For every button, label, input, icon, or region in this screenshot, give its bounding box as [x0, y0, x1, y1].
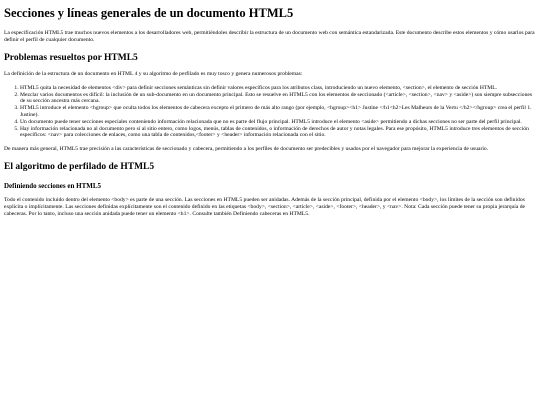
sections-paragraph: Todo el contenido incluido dentro del elemento <body> es parte de una sección. Las secciones en HTML5 pueden ser anidadas. Además de la sección principal, definida por el elemento <body>, los límites de la sección son definidos explícita o implícitamente. Las secciones definidas explícitamente son el contenido definido en las etiquetas <body>, <section>, <article>, <aside>, <footer>, <header>, y <nav>. Nota: Cada sección puede tener su propia jerarquía de cabeceras. Por lo tanto, incluso una sección anidada puede tener un elemento <h1>. Consulte también Definiendo cabeceras en HTML5.: [4, 197, 526, 217]
page-title: Secciones y líneas generales de un documento HTML5: [4, 6, 294, 20]
list-item: 3. HTML5 introduce el elemento <hgroup> que oculta todos los elementos de cabecera excepto el primero de más alto rango (por ejemplo, <hgroup><h1> Justine </h1<h2>Les Malheurs de la Vertu </h2></hgroup> crea el perfil 1. Justine).: [20, 105, 536, 119]
subsection-heading-defining-sections: Definiendo secciones en HTML5: [4, 181, 102, 190]
list-item: 1. HTML5 quita la necesidad de elementos <div> para definir secciones semánticas sin definir valores específicos para los atributos class, introduciendo un nuevo elemento, <section>, el elemento de sección HTML.: [20, 85, 536, 92]
section-heading-problems: Problemas resueltos por HTML5: [4, 53, 138, 63]
problems-paragraph: La definición de la estructura de un documento en HTML 4 y su algoritmo de perfilado es muy tosco y genera numerosos problemas:: [4, 70, 303, 77]
problems-list: [4, 85, 536, 140]
section-heading-algorithm: El algoritmo de perfilado de HTML5: [4, 162, 155, 173]
list-item: 5. Hay información relacionada no al documento pero sí al sitio entero, como logos, menús, tablas de contenidos, o información de derechos de autor y notas legales. Para ese propósito, HTML5 introduce tres elementos de sección específicos: <nav> para colecciones de enlaces, como una tabla de contenidos,<footer> y <header> información relacionada con el sitio.: [20, 126, 536, 140]
closing-paragraph: De manera más general, HTML5 trae precisión a las características de seccionado y cabecera, permitiendo a los perfiles de documento ser predecibles y usados por el navegador para mejorar la experiencia de usuario.: [4, 146, 489, 153]
intro-paragraph: La especificación HTML5 trae muchos nuevos elementos a los desarrolladores web, permitiéndoles describir la estructura de un documento web con semántica estandarizada. Este documento describe estos elementos y cómo usarlos para definir el perfil de cualquier documento.: [4, 30, 535, 44]
list-item: 2. Mezclar varios documentos es difícil: la inclusión de un sub-documento en un documento principal. Esto se resuelve en HTML5 con los elementos de seccionado (<article>, <section>, <nav> y <aside>) son siempre subsecciones de su sección ancestra más cercana.: [20, 92, 536, 106]
list-item: 4. Un documento puede tener secciones especiales conteniendo información relacionada que no es parte del flujo principal. HTML5 introduce el elemento <aside> permitiendo a dichas secciones no ser parte del perfil principal.: [20, 119, 536, 126]
